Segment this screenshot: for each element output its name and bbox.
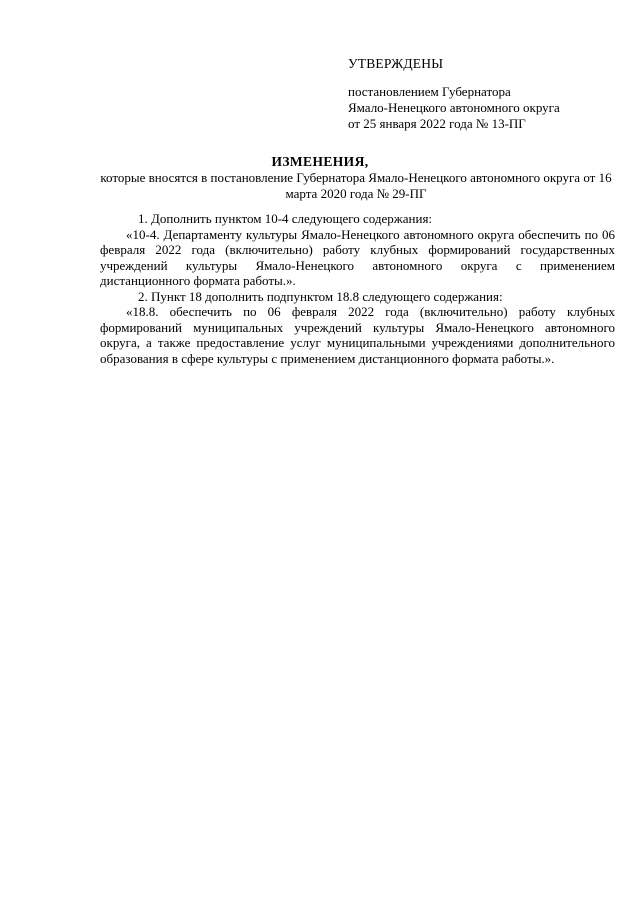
document-heading: ИЗМЕНЕНИЯ, [271, 154, 369, 169]
approval-line-date: от 25 января 2022 года № 13-ПГ [348, 116, 526, 131]
approval-block [348, 56, 618, 132]
document-subtitle: которые вносятся в постановление Губернатора Ямало-Ненецкого автономного округа от 16 марта 2020 года № 29-ПГ [100, 170, 612, 201]
item-2-text: «18.8. обеспечить по 06 февраля 2022 года (включительно) работу клубных формирований муниципальных учреждений культуры Ямало-Ненецкого автономного округа, а также предоставление услуг муниципальными учреждениями дополнительного образования в сфере культуры с применением дистанционного формата работы.». [100, 304, 615, 366]
item-2-heading: 2. Пункт 18 дополнить подпунктом 18.8 следующего содержания: [138, 288, 503, 304]
document-body [100, 211, 615, 366]
approval-line-region: Ямало-Ненецкого автономного округа [348, 100, 560, 115]
approval-line-resolution: постановлением Губернатора [348, 84, 511, 99]
item-1-text: «10-4. Департаменту культуры Ямало-Ненецкого автономного округа обеспечить по 06 февраля 2022 года (включительно) работу клубных формирований государственных учреждений культуры Ямало-Ненецкого автономного округа с применением дистанционного формата работы.». [100, 226, 615, 288]
approved-title: УТВЕРЖДЕНЫ [348, 56, 444, 71]
item-1-heading: 1. Дополнить пунктом 10-4 следующего содержания: [138, 211, 433, 226]
